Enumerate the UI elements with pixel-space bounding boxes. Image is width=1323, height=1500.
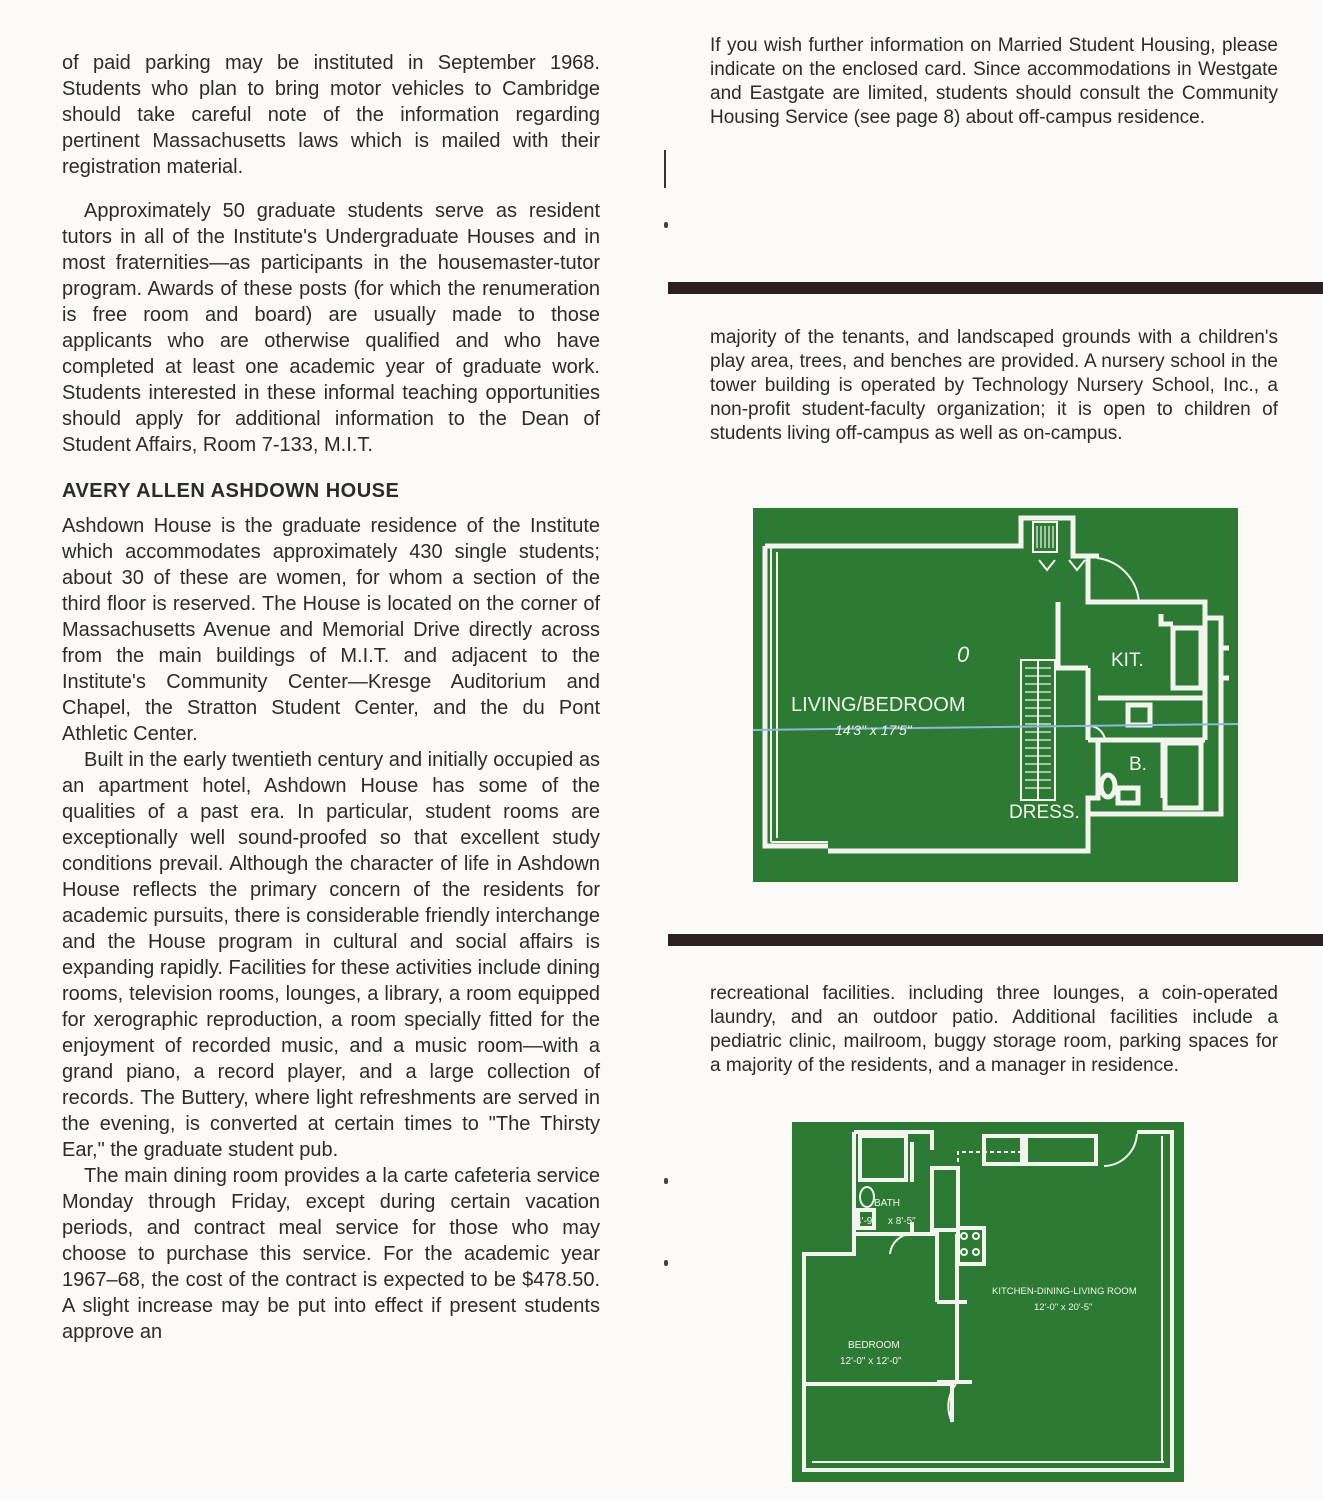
fold-mark (664, 150, 666, 188)
plan1-mark: 0 (957, 642, 970, 667)
paragraph-married-housing: If you wish further information on Married Student Housing, please indicate on the enclosed card. Since accommodations in Westgate and Eastgate are limited, students should consult the Community Housing Service (see page 8) about off-campus residence. (710, 35, 1278, 128)
plan2-bath-dim-b: x 8'-5" (888, 1216, 916, 1227)
plan2-kdl-dim: 12'-0" x 20'-5" (1034, 1302, 1093, 1313)
paragraph-eastgate-facilities: recreational facilities. including three lounges, a coin-operated laundry, and an outdoor patio. Additional facilities include a pediatric clinic, mailroom, buggy storage room, parking spaces for a majority of the residents, and a manager in residence. (710, 983, 1278, 1076)
divider-rule (668, 934, 1323, 946)
plan2-kdl-label: KITCHEN-DINING-LIVING ROOM (992, 1286, 1137, 1297)
paragraph-westgate: majority of the tenants, and landscaped grounds with a children's play area, trees, and benches are provided. A nursery school in the tower building is operated by Technology Nursery School, Inc., a non-profit student-faculty organization; it is open to children of students living off-campus as well as on-campus. (710, 327, 1278, 444)
section-heading-ashdown: AVERY ALLEN ASHDOWN HOUSE (62, 480, 400, 502)
plan1-living-label: LIVING/BEDROOM (791, 694, 966, 716)
plan2-bath-dim-a: 4'-9 (856, 1216, 873, 1227)
floor-plan-one-bedroom (792, 1122, 1184, 1482)
paragraph-resident-tutors: Approximately 50 graduate students serve as resident tutors in all of the Institute's Undergraduate Houses and in most fraternities—as participants in the housemaster-tutor program. Awards of these posts (for which the renumeration is free room and board) are usually made to those applicants who are otherwise qualified and who have completed at least one academic year of graduate work. Students interested in these informal teaching opportunities should apply for additional information to the Dean of Student Affairs, Room 7-133, M.I.T. (62, 200, 600, 456)
left-column (62, 50, 600, 1345)
fold-dot (664, 222, 668, 228)
floor-plan-efficiency (753, 508, 1238, 882)
paragraph-parking: of paid parking may be instituted in September 1968. Students who plan to bring motor vehicles to Cambridge should take careful note of the information regarding pertinent Massachusetts laws which is mailed with their registration material. (62, 52, 600, 178)
divider-rule (668, 282, 1323, 294)
plan2-bedroom-dim: 12'-0" x 12'-0" (840, 1356, 902, 1367)
plan2-bedroom-label: BEDROOM (848, 1340, 900, 1351)
paragraph-ashdown-history: Built in the early twentieth century and initially occupied as an apartment hotel, Ashdown House has some of the qualities of a past era. In particular, student rooms are exceptionally well sound-proofed so that excellent study conditions prevail. Although the character of life in Ashdown House reflects the primary concern of the residents for academic pursuits, there is considerable friendly interchange and the House program in cultural and social affairs is expanding rapidly. Facilities for these activities include dining rooms, television rooms, lounges, a library, a room equipped for xerographic reproduction, a room specially fitted for the enjoyment of recorded music, and a music room—with a grand piano, a record player, and a large collection of records. The Buttery, where light refreshments are served in the evening, is converted at certain times to "The Thirsty Ear," the graduate student pub. (62, 749, 600, 1161)
plan1-kitchen-label: KIT. (1111, 650, 1144, 671)
plan1-living-dim: 14'3" x 17'5" (835, 722, 912, 738)
fold-dot (664, 1178, 668, 1184)
plan2-bath-label: BATH (874, 1198, 900, 1209)
plan1-bath-label: B. (1129, 754, 1147, 775)
fold-dot (664, 1260, 668, 1266)
paragraph-ashdown-intro: Ashdown House is the graduate residence of the Institute which accommodates approximately 430 single students; about 30 of these are women, for whom a section of the third floor is reserved. The House is located on the corner of Massachusetts Avenue and Memorial Drive directly across from the main buildings of M.I.T. and adjacent to the Institute's Community Center—Kresge Auditorium and Chapel, the Stratton Student Center, and the du Pont Athletic Center. (62, 515, 600, 745)
plan1-dress-label: DRESS. (1009, 802, 1080, 823)
paragraph-dining: The main dining room provides a la carte cafeteria service Monday through Friday, except during certain vacation periods, and contract meal service for those who may choose to purchase this service. For the academic year 1967–68, the cost of the contract is expected to be $478.50. A slight increase may be put into effect if present students approve an (62, 1165, 600, 1343)
